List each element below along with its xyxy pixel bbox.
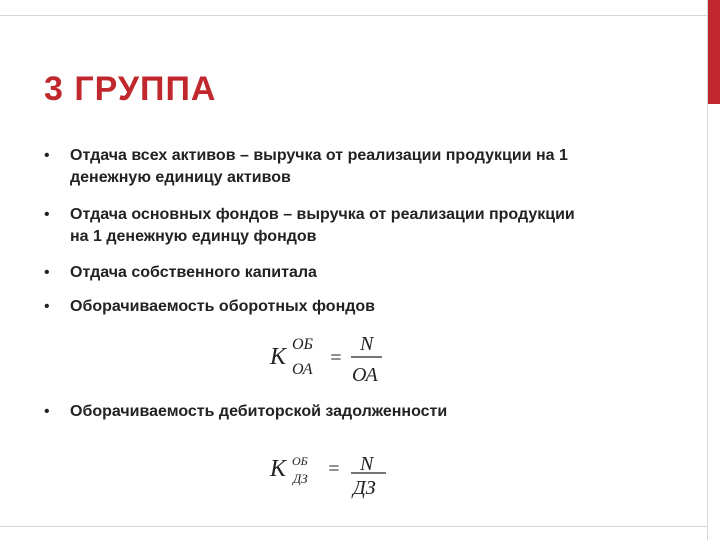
bullet-dot: • xyxy=(44,403,50,420)
bullet-dot: • xyxy=(44,147,50,164)
formula-numerator: N xyxy=(360,333,374,355)
formula-equals: = xyxy=(327,458,341,480)
formula-graphic xyxy=(268,456,398,502)
formula-superscript: ОБ xyxy=(292,456,308,468)
bullet-dot: • xyxy=(44,298,50,315)
formula-numerator: N xyxy=(360,456,374,475)
bullet-text: Отдача собственного капитала xyxy=(70,264,317,281)
receivables-turnover-formula xyxy=(268,456,398,502)
bullet-text: Оборачиваемость оборотных фондов xyxy=(70,298,375,315)
formula-denominator: ОА xyxy=(352,364,378,386)
formula-symbol: K xyxy=(270,344,287,370)
bullet-dot: • xyxy=(44,206,50,223)
formula-superscript: ОБ xyxy=(292,336,313,353)
bullet-dot: • xyxy=(44,264,50,281)
formula-graphic xyxy=(268,326,398,386)
formula-subscript: ОА xyxy=(292,361,313,378)
formula-subscript: ДЗ xyxy=(293,471,308,486)
bullet-text: Отдача основных фондов – выручка от реализации продукции на 1 денежную единцу фондов xyxy=(70,206,575,245)
slide-title: 3 ГРУППА xyxy=(44,70,217,108)
formula-symbol: K xyxy=(270,456,287,482)
bullet-text: Оборачиваемость дебиторской задолженности xyxy=(70,403,448,420)
asset-turnover-formula xyxy=(268,326,398,386)
bullet-text: Отдача всех активов – выручка от реализации продукции на 1 денежную единицу активов xyxy=(70,147,568,186)
formula-denominator: ДЗ xyxy=(353,477,376,499)
formula-equals: = xyxy=(329,347,343,369)
